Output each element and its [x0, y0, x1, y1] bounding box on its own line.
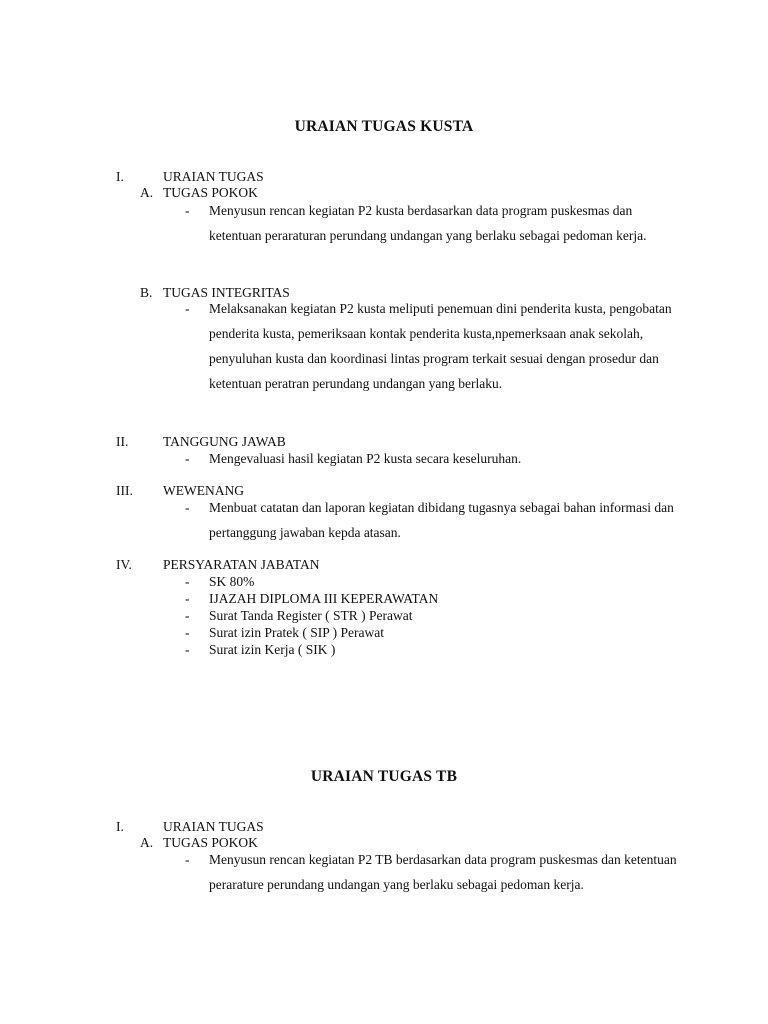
section-number: I.: [116, 819, 124, 834]
subsection-heading-tugas-pokok: TUGAS POKOK: [163, 835, 258, 850]
list-item-requirement: IJAZAH DIPLOMA III KEPERAWATAN: [209, 591, 439, 606]
paragraph-wewenang: Menbuat catatan dan laporan kegiatan dibidang tugasnya sebagai bahan informasi dan pertanggung jawaban kepda atasan.: [209, 500, 674, 540]
list-dash: -: [185, 451, 190, 466]
list-dash: -: [185, 500, 190, 515]
paragraph-tanggung-jawab: Mengevaluasi hasil kegiatan P2 kusta secara keseluruhan.: [209, 451, 522, 466]
list-item-requirement: Surat izin Kerja ( SIK ): [209, 642, 336, 657]
section-heading-wewenang: WEWENANG: [163, 483, 244, 498]
list-dash: -: [185, 203, 190, 218]
section-heading-persyaratan-jabatan: PERSYARATAN JABATAN: [163, 557, 320, 572]
subsection-letter: A.: [140, 835, 154, 850]
list-item-requirement: Surat Tanda Register ( STR ) Perawat: [209, 608, 413, 623]
list-dash: -: [185, 301, 190, 316]
subsection-heading-tugas-integritas: TUGAS INTEGRITAS: [163, 285, 290, 300]
section-title-kusta: URAIAN TUGAS KUSTA: [294, 118, 474, 135]
paragraph-tugas-pokok: Menyusun rencan kegiatan P2 kusta berdasarkan data program puskesmas dan ketentuan peraraturan perundang undangan yang berlaku sebagai pedoman kerja.: [209, 203, 647, 243]
list-dash: -: [185, 574, 190, 589]
section-title-tb: URAIAN TUGAS TB: [310, 768, 458, 785]
section-heading-uraian-tugas: URAIAN TUGAS: [163, 169, 264, 184]
section-number: I.: [116, 169, 124, 184]
list-dash: -: [185, 625, 190, 640]
section-number: III.: [116, 483, 133, 498]
subsection-heading-tugas-pokok: TUGAS POKOK: [163, 185, 258, 200]
paragraph-tugas-pokok-tb: Menyusun rencan kegiatan P2 TB berdasarkan data program puskesmas dan ketentuan perarature perundang undangan yang berlaku sebagai pedoman kerja.: [209, 852, 677, 892]
list-dash: -: [185, 852, 190, 867]
list-item-requirement: Surat izin Pratek ( SIP ) Perawat: [209, 625, 384, 640]
section-number: II.: [116, 434, 129, 449]
list-dash: -: [185, 591, 190, 606]
subsection-letter: B.: [140, 285, 153, 300]
section-number: IV.: [116, 557, 132, 572]
paragraph-tugas-integritas: Melaksanakan kegiatan P2 kusta meliputi penemuan dini penderita kusta, pengobatan penderita kusta, pemeriksaan kontak penderita kusta,npemerksaan anak sekolah, penyuluhan kusta dan koordinasi lintas program terkait sesuai dengan prosedur dan ketentuan peratran perundang undangan yang berlaku.: [209, 301, 672, 391]
subsection-letter: A.: [140, 185, 154, 200]
section-heading-uraian-tugas: URAIAN TUGAS: [163, 819, 264, 834]
list-dash: -: [185, 642, 190, 657]
list-dash: -: [185, 608, 190, 623]
section-heading-tanggung-jawab: TANGGUNG JAWAB: [163, 434, 286, 449]
list-item-requirement: SK 80%: [209, 574, 255, 589]
